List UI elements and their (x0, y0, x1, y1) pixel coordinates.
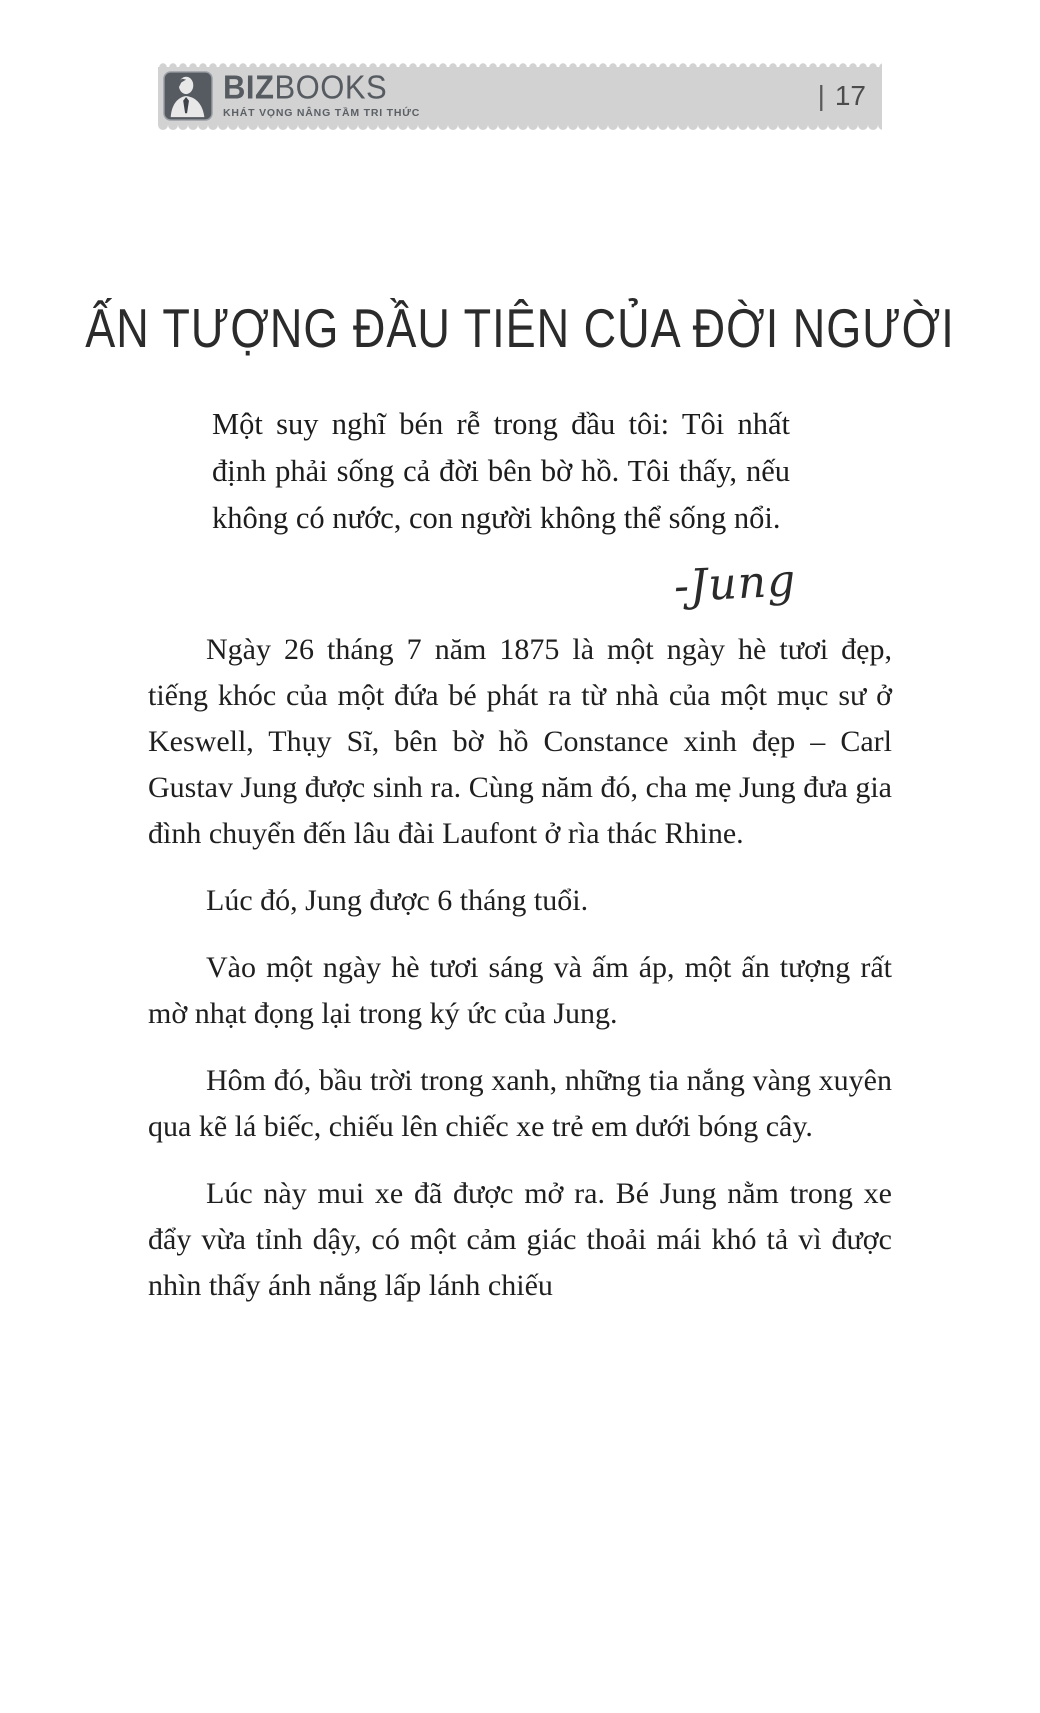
brand-tagline: KHÁT VỌNG NÂNG TẦM TRI THỨC (223, 107, 421, 120)
page-number-separator: | (817, 80, 825, 111)
brand-name-books: BOOKS (274, 68, 388, 107)
epigraph-quote: Một suy nghĩ bén rễ trong đầu tôi: Tôi nhất định phải sống cả đời bên bờ hồ. Tôi thấy, nếu không có nước, con người không thể sống nổi. (212, 407, 790, 535)
body-paragraphs (148, 627, 892, 1309)
paragraph: Vào một ngày hè tươi sáng và ấm áp, một ấn tượng rất mờ nhạt đọng lại trong ký ức của Jung. (148, 951, 892, 1030)
brand-text (223, 68, 421, 120)
brand-logo (158, 68, 421, 121)
paragraph: Ngày 26 tháng 7 năm 1875 là một ngày hè tươi đẹp, tiếng khóc của một đứa bé phát ra từ nhà của một mục sư ở Keswell, Thụy Sĩ, bên bờ hồ Constance xinh đẹp – Carl Gustav Jung được sinh ra. Cùng năm đó, cha mẹ Jung đưa gia đình chuyển đến lâu đài Laufont ở rìa thác Rhine. (148, 633, 892, 850)
header-band (158, 67, 882, 125)
quote-signature: -Jung (672, 555, 798, 613)
chapter-title: ẤN TƯỢNG ĐẦU TIÊN CỦA ĐỜI NGƯỜI (85, 297, 955, 360)
paragraph: Lúc đó, Jung được 6 tháng tuổi. (206, 884, 589, 917)
paragraph: Hôm đó, bầu trời trong xanh, những tia nắng vàng xuyên qua kẽ lá biếc, chiếu lên chiếc xe trẻ em dưới bóng cây. (148, 1064, 892, 1143)
paragraph: Lúc này mui xe đã được mở ra. Bé Jung nằm trong xe đẩy vừa tỉnh dậy, có một cảm giác thoải mái khó tả vì được nhìn thấy ánh nắng lấp lánh chiếu (148, 1177, 892, 1302)
bizbooks-person-logo-icon (163, 71, 213, 121)
page-number (818, 80, 882, 112)
page-content (148, 401, 892, 1309)
page-number-value: 17 (834, 80, 866, 111)
brand-name-biz: BIZ (223, 68, 275, 107)
brand-name (223, 68, 420, 107)
